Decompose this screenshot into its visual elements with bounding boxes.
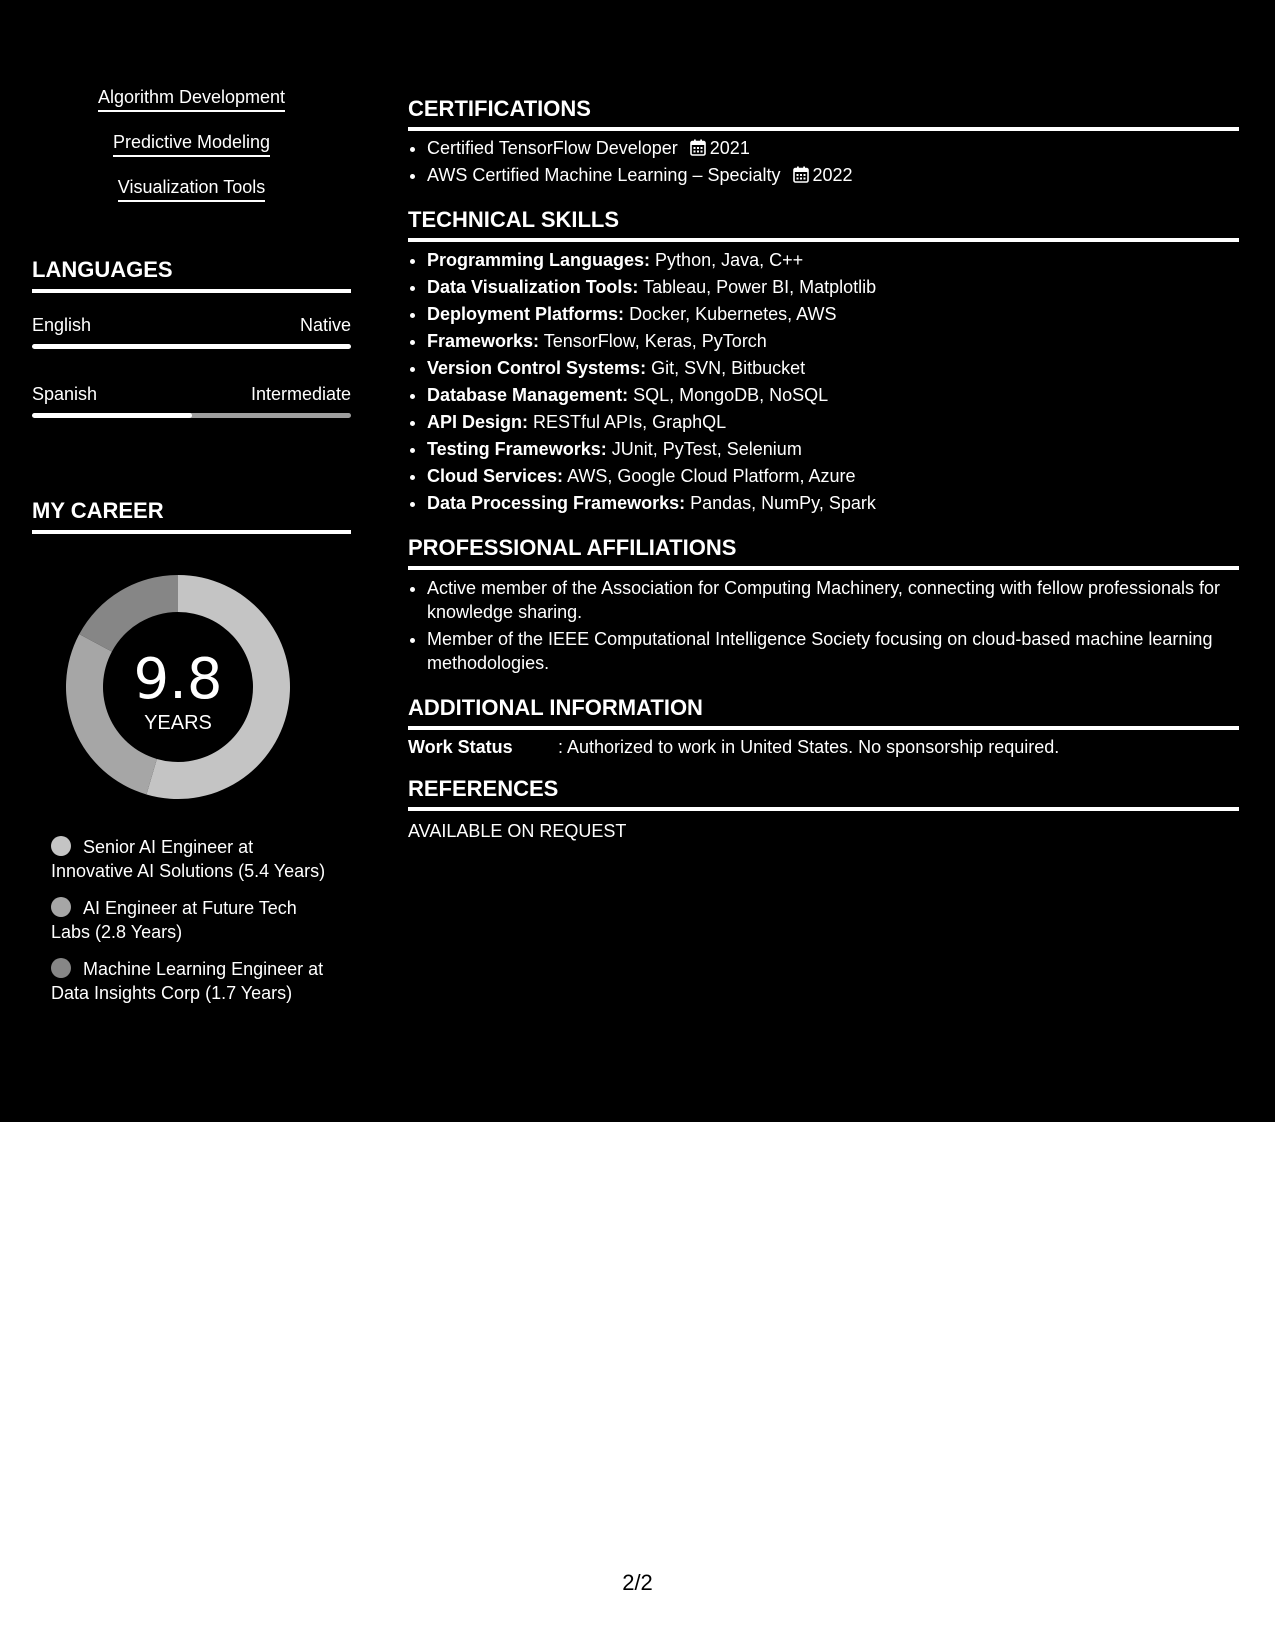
skill-values: Pandas, NumPy, Spark <box>690 493 876 513</box>
skill-values: TensorFlow, Keras, PyTorch <box>543 331 767 351</box>
certification-name: AWS Certified Machine Learning – Specialty <box>427 165 781 185</box>
skill-item <box>427 382 1258 409</box>
career-legend <box>51 835 336 1018</box>
language-proficiency-bar <box>32 413 351 418</box>
certification-year: 2022 <box>812 165 853 185</box>
calendar-icon <box>793 166 809 183</box>
certifications-title: CERTIFICATIONS <box>408 96 1239 131</box>
skill-category: Data Visualization Tools: <box>427 277 639 297</box>
references-text: AVAILABLE ON REQUEST <box>408 821 627 841</box>
skill-values: Python, Java, C++ <box>655 250 804 270</box>
skill-values: Docker, Kubernetes, AWS <box>629 304 837 324</box>
skill-category: Data Processing Frameworks: <box>427 493 686 513</box>
skill-values: RESTful APIs, GraphQL <box>533 412 727 432</box>
career-total-unit: YEARS <box>144 712 212 734</box>
skill-category: Testing Frameworks: <box>427 439 607 459</box>
career-legend-dot <box>51 958 71 978</box>
skill-tag: Predictive Modeling <box>113 131 270 157</box>
references-title: REFERENCES <box>408 776 1239 811</box>
certifications-list <box>408 135 1258 189</box>
language-row <box>32 383 351 405</box>
skill-category: Frameworks: <box>427 331 540 351</box>
affiliation-item: • Active member of the Association for Computing Machinery, connecting with fellow professionals for knowledge sharing. <box>427 576 1258 624</box>
donut-segment-3 <box>79 575 178 652</box>
career-donut-chart <box>65 574 291 800</box>
skill-item <box>427 490 1258 517</box>
skill-category: Database Management: <box>427 385 629 405</box>
skill-item <box>427 355 1258 382</box>
skill-values: SQL, MongoDB, NoSQL <box>633 385 829 405</box>
language-proficiency-fill <box>32 344 351 349</box>
skill-category: Deployment Platforms: <box>427 304 625 324</box>
language-name: Spanish <box>32 384 98 404</box>
skill-values: JUnit, PyTest, Selenium <box>611 439 802 459</box>
career-legend-dot <box>51 836 71 856</box>
career-legend-dot <box>51 897 71 917</box>
career-total-years: 9.8 <box>133 647 223 712</box>
career-legend-text: AI Engineer at Future Tech Labs (2.8 Years) <box>51 898 297 942</box>
language-name: English <box>32 315 92 335</box>
language-proficiency-bar <box>32 344 351 349</box>
skill-tag: Algorithm Development <box>98 86 285 112</box>
page-number: 2/2 <box>622 1570 653 1595</box>
technical-skills-list <box>408 247 1258 517</box>
skill-category: Programming Languages: <box>427 250 651 270</box>
certification-item <box>427 135 1258 162</box>
certification-name: Certified TensorFlow Developer <box>427 138 678 158</box>
language-proficiency-fill <box>32 413 192 418</box>
work-status-row <box>408 735 1059 759</box>
skill-item <box>427 247 1258 274</box>
skill-category: API Design: <box>427 412 529 432</box>
skill-item <box>427 301 1258 328</box>
affiliations-title: PROFESSIONAL AFFILIATIONS <box>408 535 1239 570</box>
affiliations-list <box>408 576 1258 678</box>
career-legend-item <box>51 896 336 944</box>
affiliation-item: • Member of the IEEE Computational Intelligence Society focusing on cloud-based machine learning methodologies. <box>427 627 1258 675</box>
skill-item <box>427 436 1258 463</box>
skill-item <box>427 463 1258 490</box>
career-title: MY CAREER <box>32 498 351 534</box>
language-level: Native <box>299 315 351 335</box>
skill-values: Git, SVN, Bitbucket <box>651 358 806 378</box>
skill-values: AWS, Google Cloud Platform, Azure <box>567 466 856 486</box>
technical-skills-title: TECHNICAL SKILLS <box>408 207 1239 242</box>
certification-year: 2021 <box>709 138 750 158</box>
work-status-label: Work Status <box>408 737 513 757</box>
work-status-value: : Authorized to work in United States. No sponsorship required. <box>558 737 1060 757</box>
skill-category: Cloud Services: <box>427 466 564 486</box>
language-level: Intermediate <box>250 384 351 404</box>
skill-tags <box>32 86 351 221</box>
skill-tag: Visualization Tools <box>118 176 265 202</box>
career-legend-item <box>51 835 336 883</box>
skill-item <box>427 328 1258 355</box>
calendar-icon <box>690 139 706 156</box>
language-row <box>32 314 351 336</box>
skill-item <box>427 409 1258 436</box>
additional-info-title: ADDITIONAL INFORMATION <box>408 695 1239 730</box>
skill-category: Version Control Systems: <box>427 358 647 378</box>
certification-item <box>427 162 1258 189</box>
career-legend-text: Senior AI Engineer at Innovative AI Solutions (5.4 Years) <box>51 837 326 881</box>
skill-values: Tableau, Power BI, Matplotlib <box>643 277 877 297</box>
languages-title: LANGUAGES <box>32 257 351 293</box>
career-legend-text: Machine Learning Engineer at Data Insights Corp (1.7 Years) <box>51 959 324 1003</box>
skill-item <box>427 274 1258 301</box>
career-legend-item <box>51 957 336 1005</box>
